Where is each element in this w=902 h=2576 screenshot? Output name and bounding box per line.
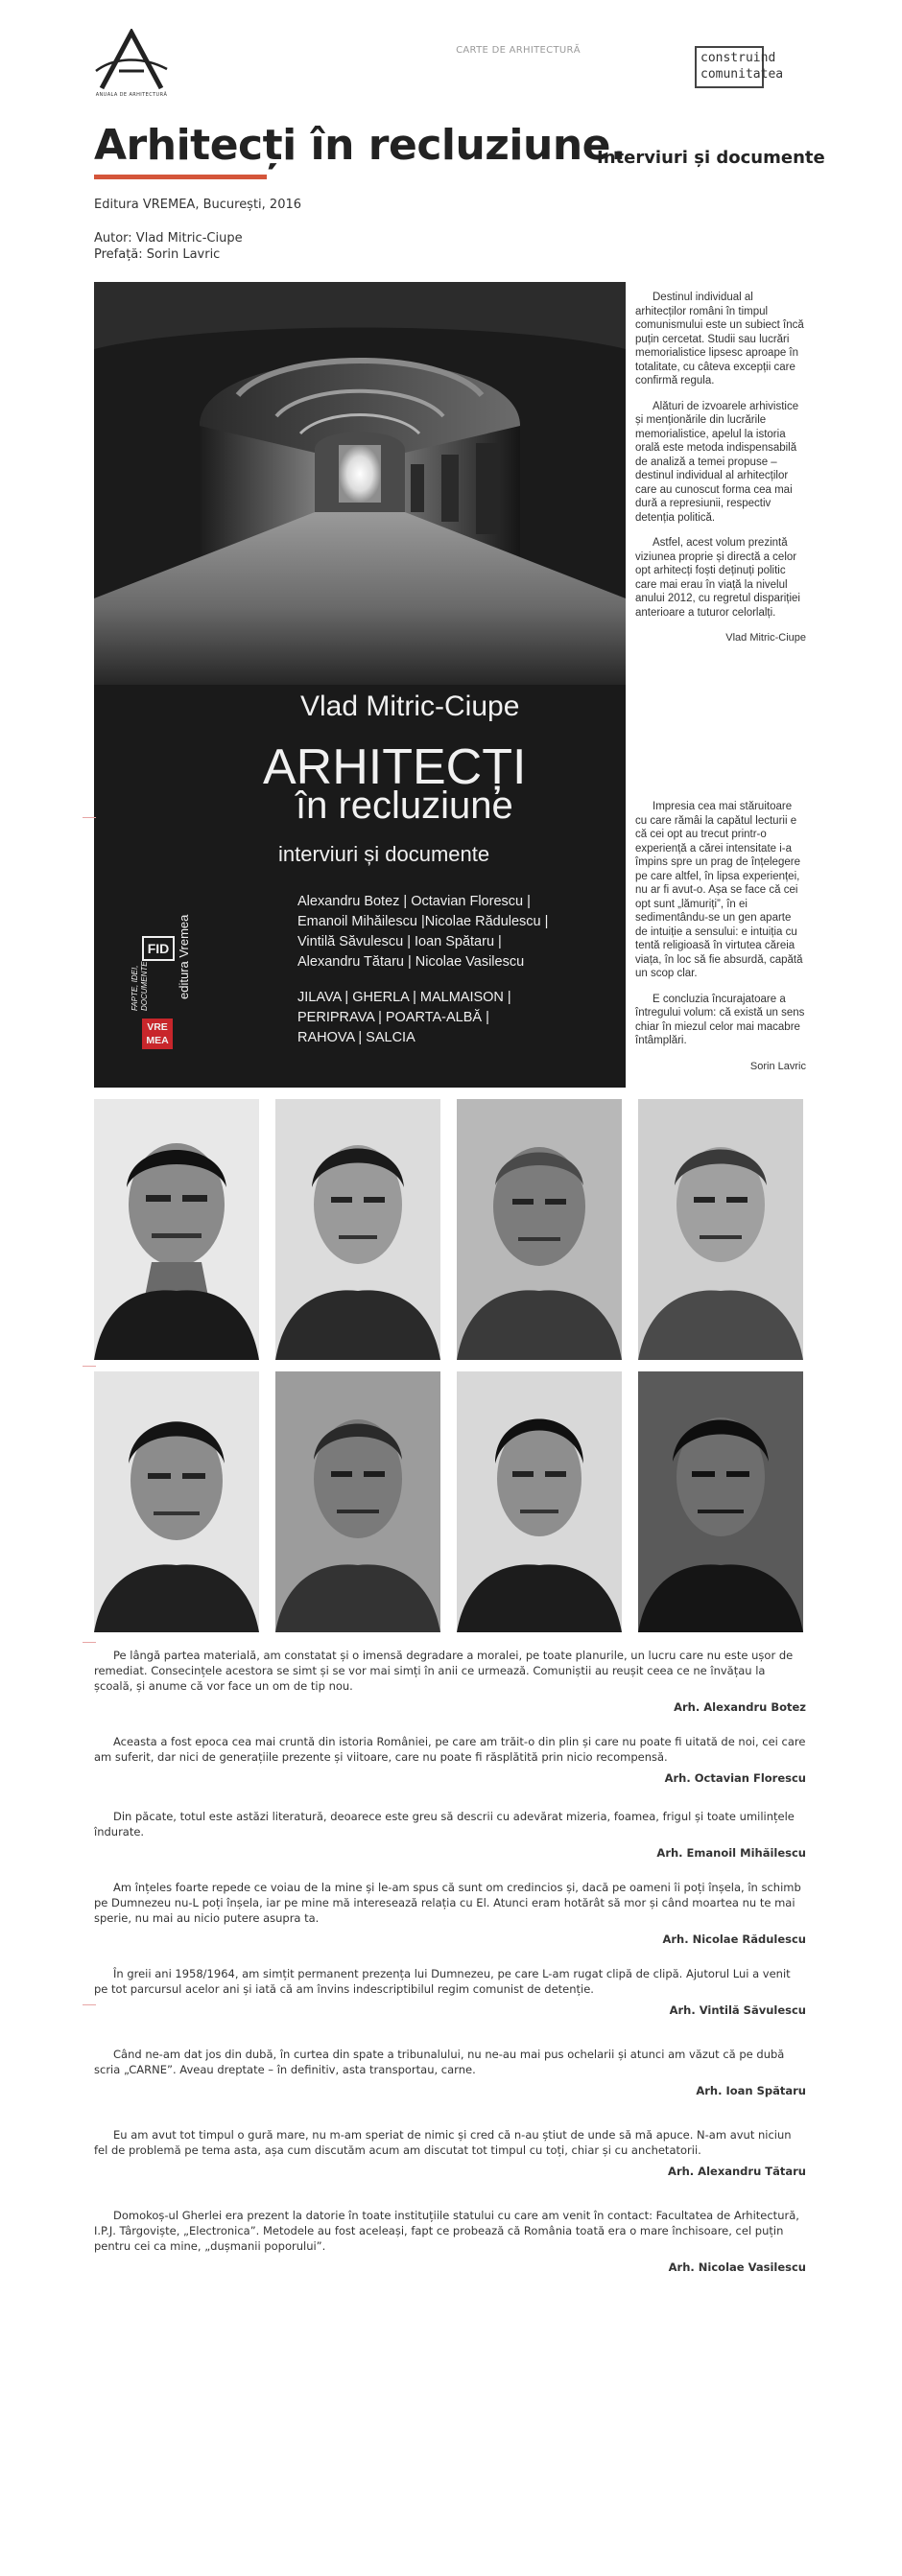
cover-names	[297, 892, 548, 972]
quote-author: Arh. Octavian Florescu	[664, 1771, 806, 1785]
side-paragraph: Destinul individual al arhitecților români în timpul comunismului este un subiect încă puțin cercetat. Studii sau lucrări memorialistice lipsesc aproape în totalitate, cu câteva excepții care confirmă regula.	[635, 292, 804, 386]
category-label: CARTE DE ARHITECTURĂ	[456, 45, 581, 56]
portrait-photo	[457, 1099, 622, 1360]
portrait-photo	[638, 1371, 803, 1632]
cover-names-line: Emanoil Mihăilescu |Nicolae Rădulescu |	[297, 914, 549, 929]
cover-places-line: JILAVA | GHERLA | MALMAISON |	[297, 990, 511, 1005]
quote-block	[94, 1966, 806, 2018]
page-subtitle: Interviuri și documente	[597, 148, 825, 168]
quote-block	[94, 1809, 806, 1861]
anuala-logo	[94, 29, 169, 96]
quote-text: Din păcate, totul este astăzi literatură, deoarece este greu să descrii cu adevărat mizeria, foamea, frigul și toate umilințele îndurate.	[94, 1810, 795, 1838]
quote-author: Arh. Emanoil Mihăilescu	[656, 1846, 806, 1860]
side-text-author	[635, 291, 806, 645]
side-paragraph: Alături de izvoarele arhivistice și menționările din lucrările memorialistice, apelul la istoria orală este metoda indispensabilă de analiză a temei propuse – destinul individual al arhitecților care au cunoscut forma cea mai dură a represiunii, respectiv detenția politică.	[635, 400, 799, 524]
portrait-photo	[275, 1099, 440, 1360]
publisher-line: Editura VREMEA, București, 2016	[94, 198, 302, 212]
cover-places-line: PERIPRAVA | POARTA-ALBĂ |	[297, 1010, 489, 1025]
quote-block	[94, 1648, 806, 1715]
side-text-preface	[635, 800, 806, 1073]
side-signature: Vlad Mitric-Ciupe	[725, 632, 806, 644]
quote-block	[94, 2208, 806, 2275]
quote-text: Aceasta a fost epoca cea mai cruntă din istoria României, pe care am trăit-o din plin și care nu poate fi uitată de noi, cei care am suferit, dar nici de generațiile prezente și viitoare, care nu poate fi răsplătită prin nicio recompensă.	[94, 1735, 806, 1764]
portrait-photo	[94, 1371, 259, 1632]
quote-text: În greii ani 1958/1964, am simțit permanent prezența lui Dumnezeu, pe care L-am rugat clipă de clipă. Ajutorul Lui a venit pe tot parcursul acelor ani și iată că am învins indescriptibilul regim comunist de detenție.	[94, 1967, 791, 1996]
vremea-logo	[142, 1019, 173, 1049]
quote-author: Arh. Vintilă Săvulescu	[669, 2003, 806, 2017]
page-break-mark	[83, 1642, 96, 1643]
quote-block	[94, 1880, 806, 1947]
side-paragraph: E concluzia încurajatoare a întregului volum: că există un sens chiar în miezul celor mai macabre întâmplări.	[635, 993, 805, 1046]
cover-places	[297, 988, 511, 1048]
page-break-mark	[83, 1366, 96, 1367]
cover-places-line: RAHOVA | SALCIA	[297, 1030, 415, 1045]
vremea-logo-line: MEA	[146, 1035, 169, 1046]
portrait-photo	[94, 1099, 259, 1360]
cover-names-line: Alexandru Tătaru | Nicolae Vasilescu	[297, 954, 525, 970]
quote-text: Pe lângă partea materială, am constatat și o imensă degradare a moralei, pe toate planurile, un lucru care nu este ușor de remediat. Consecințele acestora se simt și se vor mai simți în anii ce urmează. Comuniștii au reușit ceea ce ne învățau la școală, și anume că vor face un om de tip nou.	[94, 1649, 794, 1693]
fid-logo: FID	[142, 936, 175, 961]
portrait-photo	[275, 1371, 440, 1632]
cc-logo-line-2: comunitatea	[700, 67, 784, 82]
side-paragraph: Astfel, acest volum prezintă viziunea proprie și directă a celor opt arhitecți foști deținuți politic care mai erau în viață la nivelul anului 2012, cu regretul dispariției anterioare a tuturor celorlalți.	[635, 537, 800, 619]
book-cover	[94, 282, 626, 1088]
quote-author: Arh. Nicolae Vasilescu	[668, 2260, 806, 2274]
quote-block	[94, 2047, 806, 2098]
logo-caption: ANUALA DE ARHITECTURĂ	[95, 92, 168, 98]
side-paragraph: Impresia cea mai stăruitoare cu care rămâi la capătul lecturii e că cei opt au trecut printr-o experiență a cărei intensitate i-a împins spre un prag de înțelegere pe care altfel, în lipsa experienței, nu ar fi avut-o. Așa se face că cei opt sunt „lămuriți”, în ei sedimentându-se un gen aparte de intuiție a sensului: e intuiția cu tentă religioasă în virtutea căreia viața, în loc să fie absurdă, capătă un scop clar.	[635, 801, 803, 979]
cover-subtitle: interviuri și documente	[278, 842, 490, 866]
quote-author: Arh. Nicolae Rădulescu	[662, 1932, 806, 1946]
cc-logo-line-1: construind	[700, 51, 776, 65]
quote-block	[94, 1734, 806, 1786]
cover-names-line: Vintilă Săvulescu | Ioan Spătaru |	[297, 934, 502, 949]
quote-author: Arh. Alexandru Tătaru	[668, 2165, 806, 2178]
cover-author: Vlad Mitric-Ciupe	[300, 691, 520, 722]
fid-caption-line: DOCUMENTE	[140, 961, 149, 1011]
quote-author: Arh. Ioan Spătaru	[696, 2084, 806, 2097]
construind-comunitatea-logo	[695, 46, 784, 88]
quote-text: Domokoș-ul Gherlei era prezent la datorie în toate instituțiile statului cu care am venit în contact: Facultatea de Arhitectură, I.P.J. Târgoviște, „Electronica”. Metodele au fost aceleași, fapt ce probează că România toată era o mare închisoare, cel puțin pentru cei ca mine, „dușmanii poporului”.	[94, 2209, 799, 2253]
quote-text: Eu am avut tot timpul o gură mare, nu m-am speriat de nimic și cred că n-au știut de unde să mă apuce. N-am avut niciun fel de problemă pe tema asta, așa cum discutăm acum am discutat tot timpul cu toți, chiar și cu anchetatorii.	[94, 2128, 792, 2157]
page-title: Arhitecți în recluziune.	[94, 121, 627, 170]
quote-text: Am înțeles foarte repede ce voiau de la mine și le-am spus că sunt om credincios și, dacă pe oameni îi poți înșela, în schimb pe Dumnezeu nu-L poți înșela, iar pe mine mă interesează relația cu El. Atunci eram hotărât să mor și când moartea nu te mai sperie, nu mai au nicio putere asupra ta.	[94, 1881, 801, 1925]
publisher-vertical: editura Vremea	[177, 914, 191, 999]
side-signature: Sorin Lavric	[749, 1060, 806, 1072]
cover-corridor-photo	[94, 282, 626, 685]
quote-author: Arh. Alexandru Botez	[674, 1700, 806, 1714]
cover-names-line: Alexandru Botez | Octavian Florescu |	[297, 894, 531, 909]
author-line: Autor: Vlad Mitric-Ciupe	[94, 231, 243, 246]
quote-text: Când ne-am dat jos din dubă, în curtea din spate a tribunalului, nu ne-au mai pus ochelarii și atunci am văzut că pe dubă scria „CARNE”. Aveau dreptate – în definitiv, asta transportau, carne.	[94, 2048, 785, 2076]
vremea-logo-line: VRE	[147, 1021, 168, 1033]
page-break-mark	[83, 2004, 96, 2005]
fid-caption	[131, 961, 150, 1011]
portrait-photo	[457, 1371, 622, 1632]
quote-block	[94, 2127, 806, 2179]
page-break-mark	[83, 817, 96, 818]
cover-title-line-2: în recluziune	[296, 785, 513, 827]
title-accent-bar	[94, 175, 267, 179]
preface-line: Prefață: Sorin Lavric	[94, 247, 221, 262]
fid-caption-line: FAPTE, IDEI,	[131, 965, 139, 1011]
portrait-photo	[638, 1099, 803, 1360]
cover-title-line-1: ARHITECȚI	[263, 739, 527, 795]
